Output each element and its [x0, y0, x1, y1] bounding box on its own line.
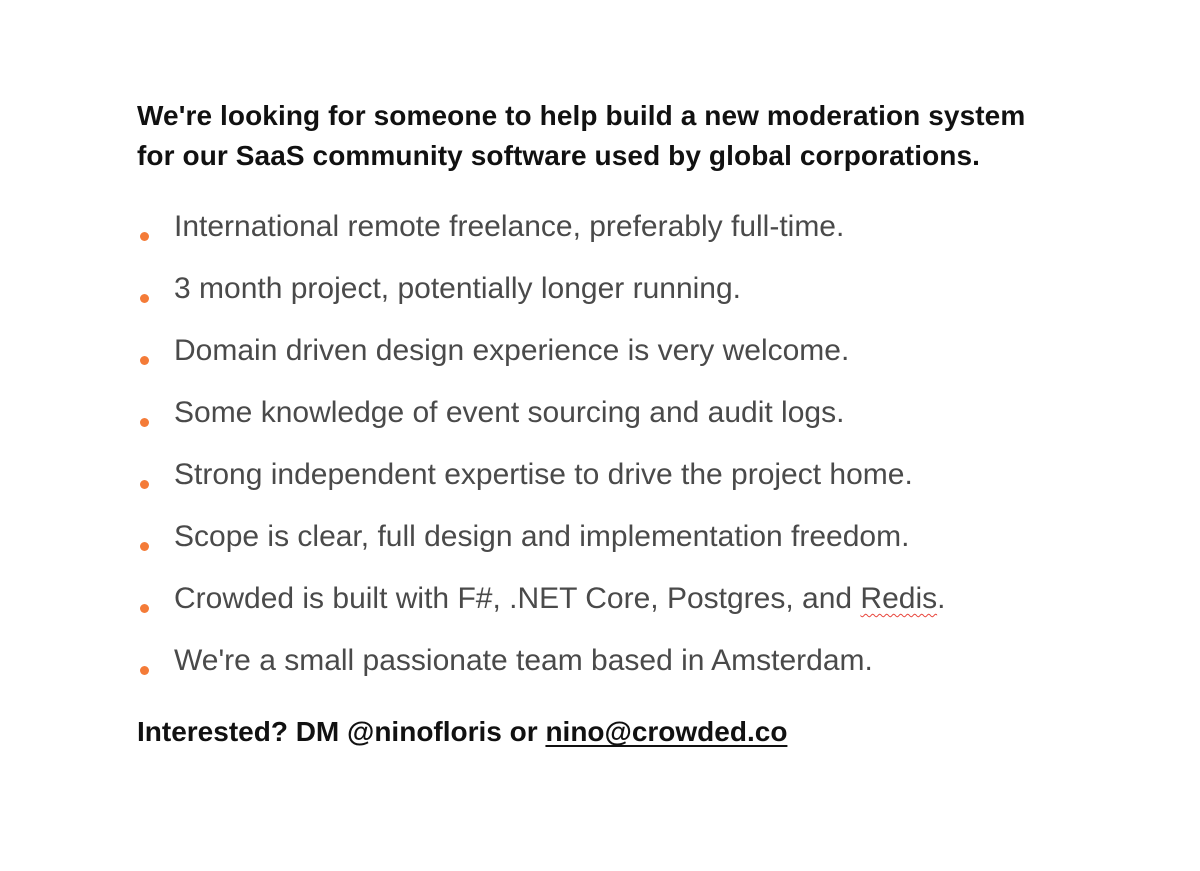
list-item-text: International remote freelance, preferably full-time. [174, 210, 845, 243]
list-item [137, 382, 1137, 444]
bullet-dot-icon [140, 356, 149, 365]
contact-prefix: Interested? DM @ninofloris or [137, 716, 546, 747]
list-item [137, 630, 1137, 692]
list-item [137, 568, 1137, 630]
heading [137, 96, 1137, 176]
list-item [137, 506, 1137, 568]
bullet-dot-icon [140, 294, 149, 303]
list-item [137, 320, 1137, 382]
contact-line [137, 712, 1137, 752]
heading-line-2: for our SaaS community software used by global corporations. [137, 140, 981, 171]
list-item [137, 258, 1137, 320]
list-item-text: 3 month project, potentially longer running. [174, 272, 742, 305]
requirements-list [137, 196, 1137, 692]
bullet-dot-icon [140, 480, 149, 489]
bullet-dot-icon [140, 666, 149, 675]
list-item [137, 196, 1137, 258]
email-link[interactable]: nino@crowded.co [545, 716, 788, 747]
list-item-text: Strong independent expertise to drive the project home. [174, 458, 913, 491]
job-post [137, 96, 1137, 752]
bullet-dot-icon [140, 418, 149, 427]
list-item-text: Domain driven design experience is very welcome. [174, 334, 850, 367]
list-item-text: We're a small passionate team based in Amsterdam. [174, 644, 873, 677]
bullet-dot-icon [140, 604, 149, 613]
spellcheck-flagged-word[interactable]: Redis [860, 582, 938, 615]
bullet-dot-icon [140, 542, 149, 551]
list-item [137, 444, 1137, 506]
list-item-text: Scope is clear, full design and implementation freedom. [174, 520, 910, 553]
list-item-text-end: . [937, 582, 946, 615]
list-item-text-start: Crowded is built with F#, .NET Core, Postgres, and [174, 582, 861, 615]
heading-line-1: We're looking for someone to help build a new moderation system [137, 100, 1026, 131]
list-item-text: Some knowledge of event sourcing and audit logs. [174, 396, 845, 429]
bullet-dot-icon [140, 232, 149, 241]
list-item-text [174, 568, 945, 630]
